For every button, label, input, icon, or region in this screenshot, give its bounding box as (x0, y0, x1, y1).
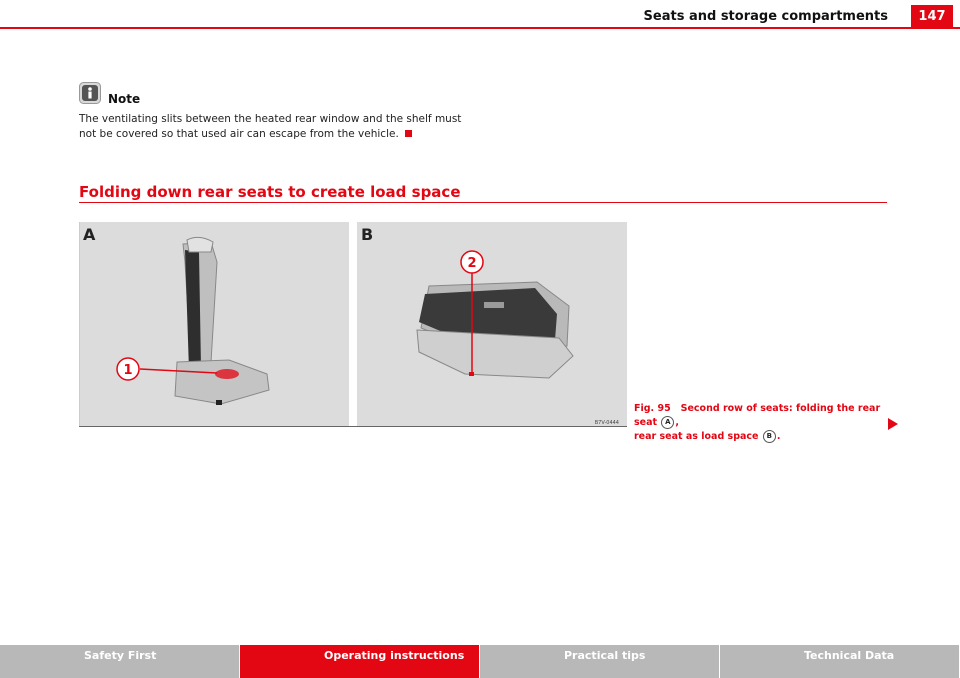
ref-circle-a: A (661, 416, 674, 429)
section-end-mark (405, 130, 412, 137)
page-header-title: Seats and storage compartments (643, 9, 888, 24)
footer-nav (0, 645, 960, 678)
footer-tab-operating-instructions[interactable]: Operating instructions (240, 645, 480, 678)
footer-tab-technical-data[interactable]: Technical Data (720, 645, 960, 678)
note-heading: Note (108, 92, 141, 106)
section-divider (79, 202, 887, 203)
section-title: Folding down rear seats to create load space (79, 183, 461, 201)
figure-caption: Fig. 95 Second row of seats: folding the rear seat A , rear seat as load space B . (634, 403, 881, 442)
panel-b-label: B (361, 225, 374, 244)
continue-arrow-icon (888, 418, 898, 430)
footer-tab-practical-tips[interactable]: Practical tips (480, 645, 720, 678)
image-code: B7V-0444 (594, 420, 619, 426)
footer-tab-safety-first[interactable]: Safety First (0, 645, 240, 678)
page-number: 147 (911, 5, 953, 27)
panel-a-label: A (83, 225, 96, 244)
header-divider (0, 27, 960, 29)
ref-circle-b: B (763, 430, 776, 443)
svg-text:2: 2 (467, 256, 477, 271)
figure-rear-seats (79, 222, 627, 427)
note-icon (79, 82, 101, 104)
note-body: The ventilating slits between the heated rear window and the shelf must not be covered so that used air can escape from the vehicle. (79, 113, 462, 140)
svg-text:1: 1 (123, 363, 133, 378)
